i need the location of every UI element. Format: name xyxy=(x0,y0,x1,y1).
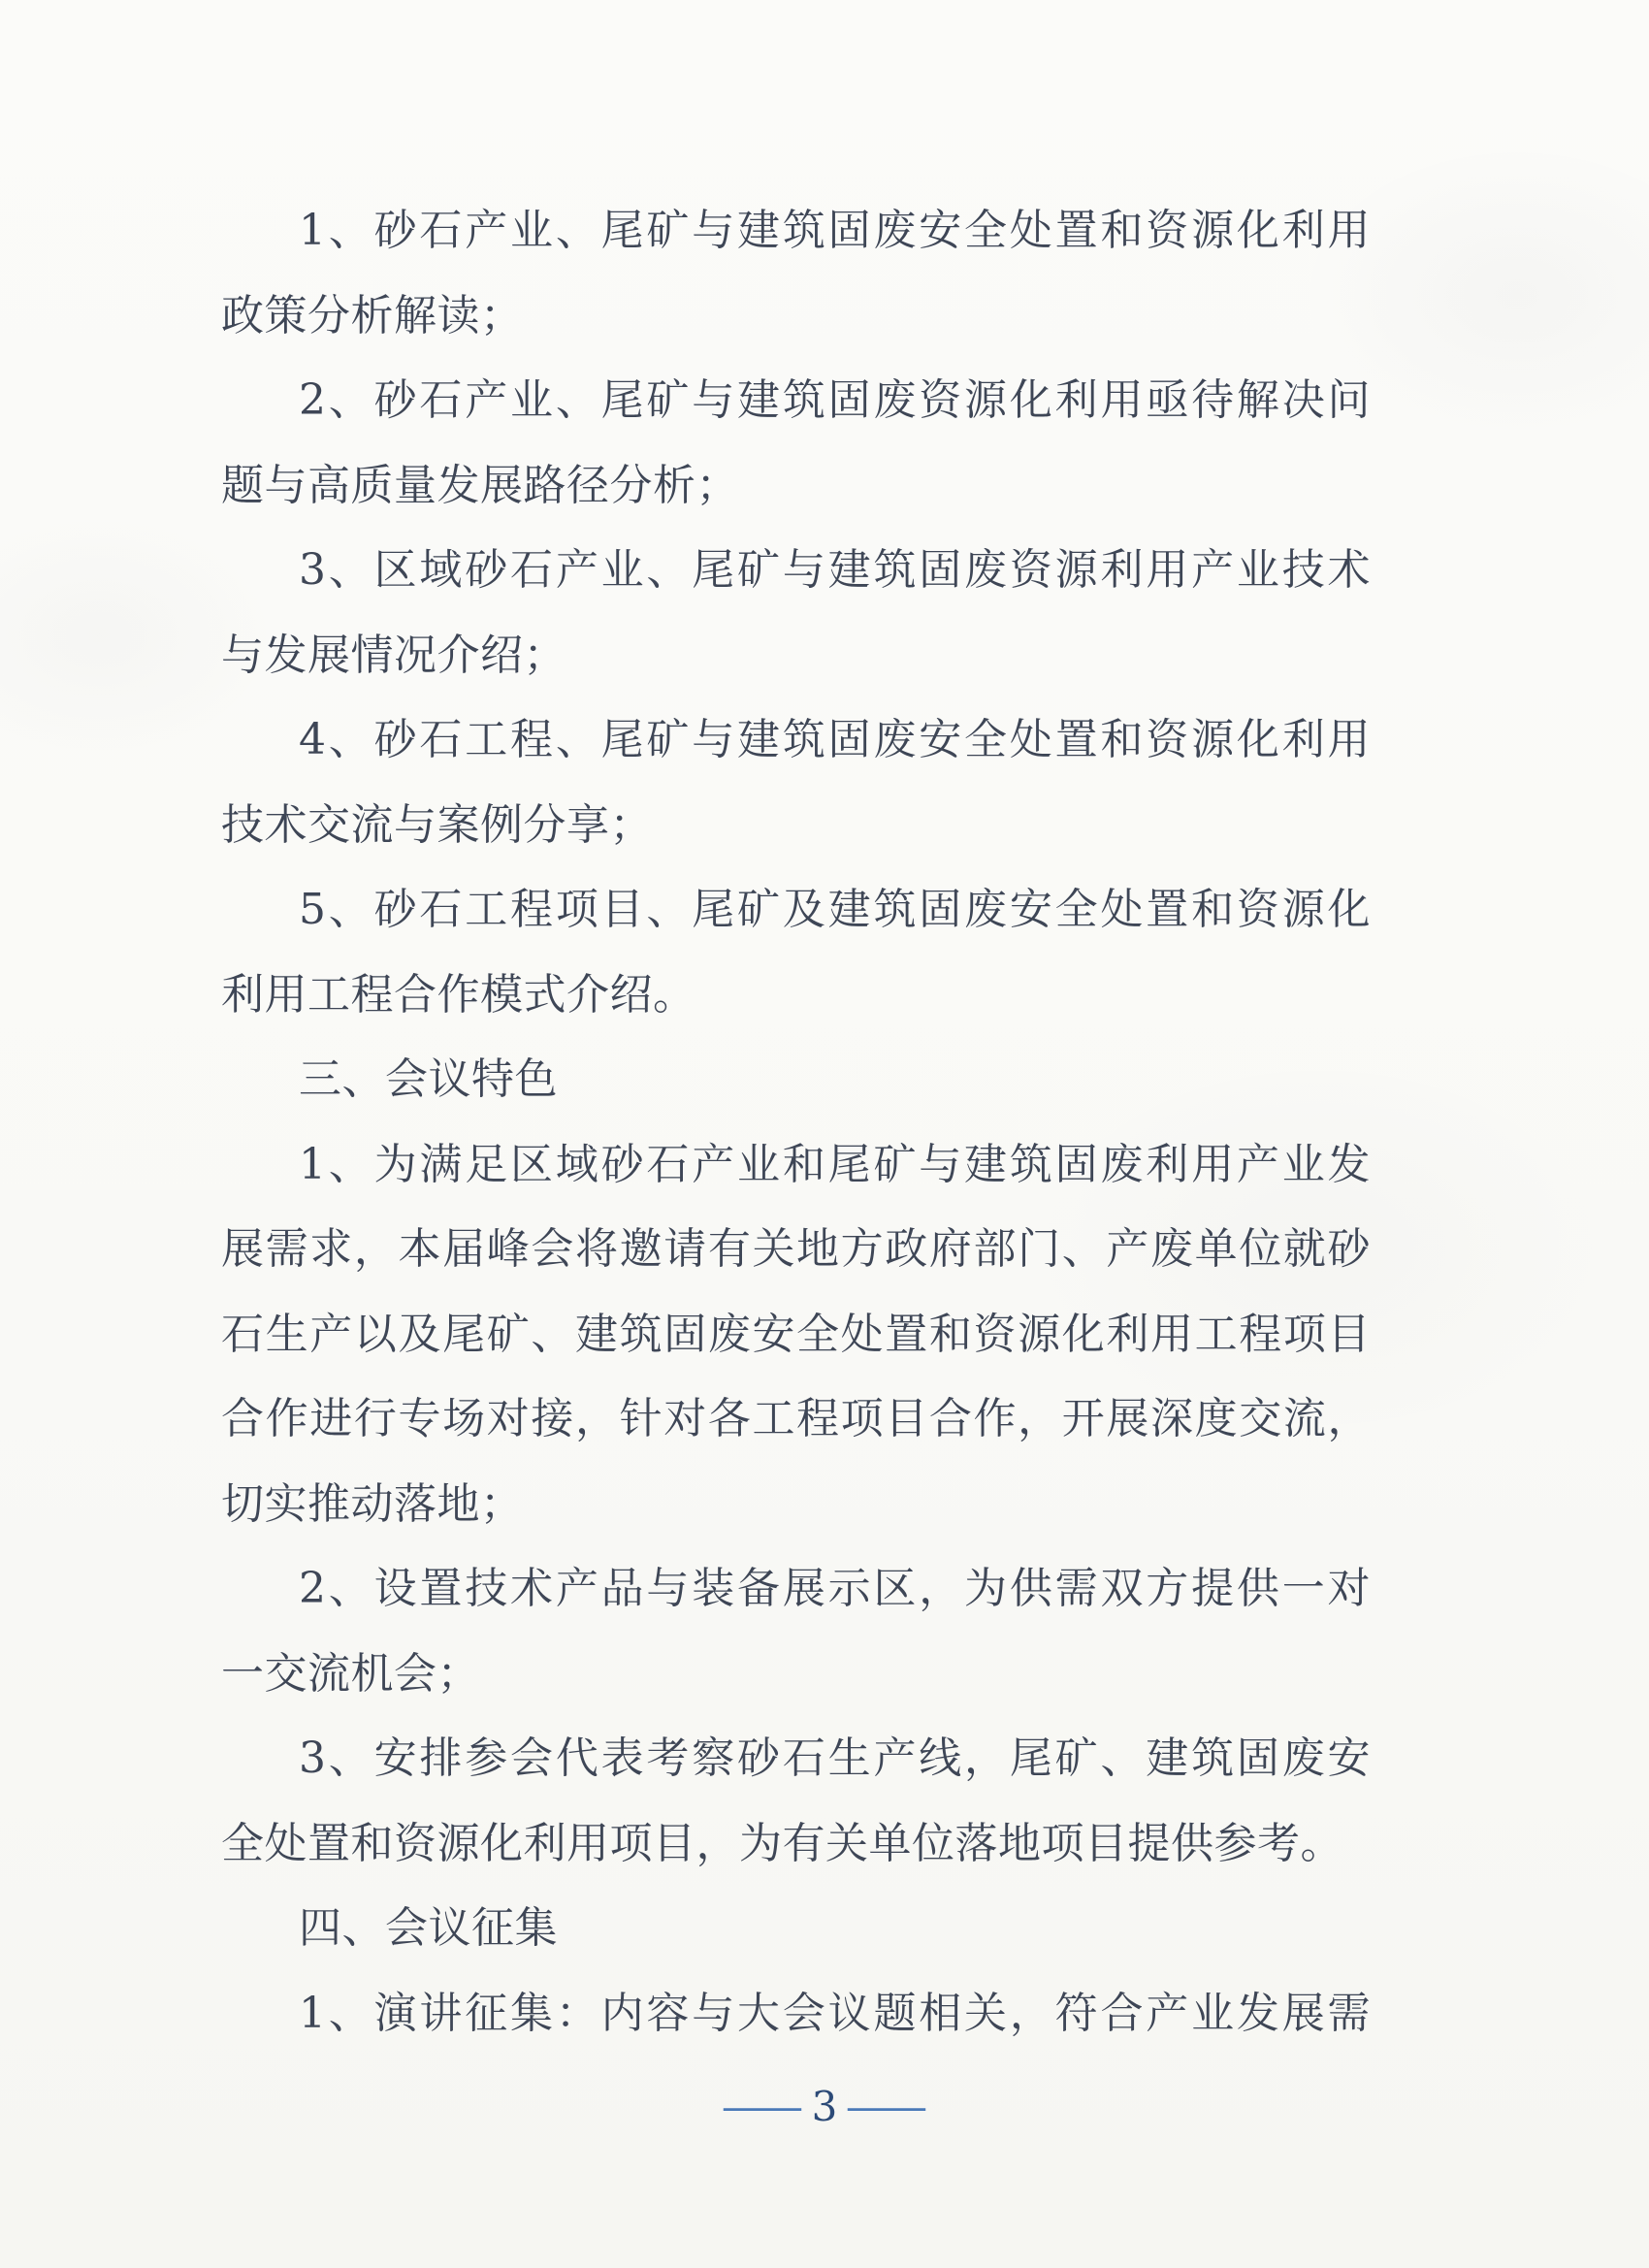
text-line: 4、砂石工程、尾矿与建筑固废安全处置和资源化利用 xyxy=(299,715,1371,764)
text-line: 切实推动落地； xyxy=(221,1478,524,1529)
text-line: 全处置和资源化利用项目，为有关单位落地项目提供参考。 xyxy=(221,1818,1343,1868)
text-line: 2、设置技术产品与装备展示区，为供需双方提供一对 xyxy=(299,1564,1371,1613)
text-line: 1、砂石产业、尾矿与建筑固废安全处置和资源化利用 xyxy=(299,206,1371,255)
text-line: 3、区域砂石产业、尾矿与建筑固废资源利用产业技术 xyxy=(299,545,1371,595)
text-line: 1、演讲征集：内容与大会议题相关，符合产业发展需 xyxy=(299,1988,1371,2038)
text-line: 题与高质量发展路径分析； xyxy=(221,460,739,510)
text-line: 2、砂石产业、尾矿与建筑固废资源化利用亟待解决问 xyxy=(299,375,1371,425)
text-line: 利用工程合作模式介绍。 xyxy=(221,969,696,1020)
text-line: 三、会议特色 xyxy=(299,1054,558,1104)
text-line: 合作进行专场对接，针对各工程项目合作，开展深度交流， xyxy=(221,1394,1371,1443)
text-line: 四、会议征集 xyxy=(299,1903,558,1953)
document-body xyxy=(221,188,1371,2056)
footer-dash-right: — xyxy=(844,2083,930,2130)
text-line: 与发展情况介绍； xyxy=(221,630,566,680)
footer-dash-left: — xyxy=(719,2083,805,2130)
text-line: 技术交流与案例分享； xyxy=(221,799,653,850)
text-line: 5、砂石工程项目、尾矿及建筑固废安全处置和资源化 xyxy=(299,885,1371,934)
page-number: 3 xyxy=(811,2083,838,2130)
text-line: 展需求，本届峰会将邀请有关地方政府部门、产废单位就砂 xyxy=(221,1224,1371,1274)
text-line: 1、为满足区域砂石产业和尾矿与建筑固废利用产业发 xyxy=(299,1139,1371,1189)
page-number-footer xyxy=(0,2078,1649,2136)
text-line: 石生产以及尾矿、建筑固废安全处置和资源化利用工程项目 xyxy=(221,1309,1371,1359)
text-line: 一交流机会； xyxy=(221,1648,480,1699)
text-line: 政策分析解读； xyxy=(221,290,524,340)
text-line: 3、安排参会代表考察砂石生产线，尾矿、建筑固废安 xyxy=(299,1733,1371,1783)
